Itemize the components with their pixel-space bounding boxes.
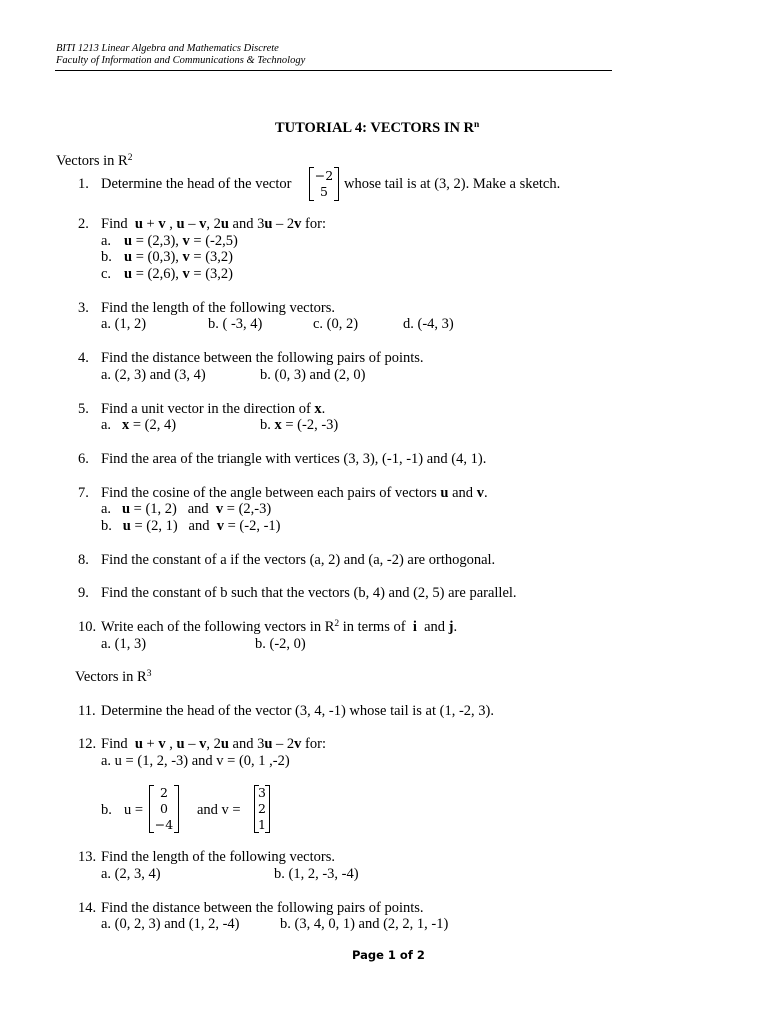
q12-b-and-v: and v = xyxy=(197,802,241,818)
page-title: TUTORIAL 4: VECTORS IN $R^n$ xyxy=(275,120,480,136)
q1-text: Determine the head of the vector xyxy=(101,176,292,192)
q12-number: 12. xyxy=(78,736,97,752)
q3-b: b. ( -3, 4) xyxy=(208,316,263,332)
q2-a-label: a. xyxy=(101,233,112,249)
q5-number: 5. xyxy=(78,401,89,417)
q2-a-text: u = (2,3), v = (-2,5) xyxy=(124,233,238,249)
q10-text: Write each of the following vectors in $R^2$ in terms of i and j. xyxy=(101,619,458,635)
matrix-entry: 2 xyxy=(258,801,266,816)
q7-a: a. u = (1, 2) and v = (2,-3) xyxy=(101,501,272,517)
q13-b: b. (1, 2, -3, -4) xyxy=(274,866,359,882)
matrix-entry: −2 xyxy=(314,168,334,183)
q6-text: Find the area of the triangle with vertices (3, 3), (-1, -1) and (4, 1). xyxy=(101,451,487,467)
q2-c-label: c. xyxy=(101,266,112,282)
q14-number: 14. xyxy=(78,900,97,916)
v-matrix xyxy=(254,785,270,833)
q5-b: b. x = (-2, -3) xyxy=(260,417,339,433)
header-divider xyxy=(55,70,612,71)
bracket-right xyxy=(265,785,270,833)
q4-text: Find the distance between the following pairs of points. xyxy=(101,350,424,366)
q8-text: Find the constant of a if the vectors (a, 2) and (a, -2) are orthogonal. xyxy=(101,552,496,568)
q12-a: a. u = (1, 2, -3) and v = (0, 1 ,-2) xyxy=(101,753,290,769)
matrix-entry: 0 xyxy=(160,801,168,816)
q1-matrix xyxy=(309,167,339,201)
q2-number: 2. xyxy=(78,216,89,232)
q4-number: 4. xyxy=(78,350,89,366)
u-matrix xyxy=(149,785,179,833)
q10-number: 10. xyxy=(78,619,97,635)
bracket-right xyxy=(174,785,179,833)
course-title: BITI 1213 Linear Algebra and Mathematics Discrete xyxy=(56,43,279,54)
q5-a: a. x = (2, 4) xyxy=(101,417,177,433)
q3-text: Find the length of the following vectors. xyxy=(101,300,335,316)
q13-a: a. (2, 3, 4) xyxy=(101,866,161,882)
matrix-entry: 1 xyxy=(258,817,266,832)
matrix-entry: 2 xyxy=(160,785,168,800)
q5-text: Find a unit vector in the direction of x. xyxy=(101,401,326,417)
q14-text: Find the distance between the following pairs of points. xyxy=(101,900,424,916)
q11-number: 11. xyxy=(78,703,96,719)
page-number: Page 1 of 2 xyxy=(352,948,425,962)
q1-number: 1. xyxy=(78,176,89,192)
matrix-entry: −4 xyxy=(154,817,174,832)
q13-number: 13. xyxy=(78,849,97,865)
q14-b: b. (3, 4, 0, 1) and (2, 2, 1, -1) xyxy=(280,916,449,932)
q8-number: 8. xyxy=(78,552,89,568)
q7-text: Find the cosine of the angle between each pairs of vectors u and v. xyxy=(101,485,488,501)
q9-text: Find the constant of b such that the vectors (b, 4) and (2, 5) are parallel. xyxy=(101,585,517,601)
q12-b-label: b. xyxy=(101,802,112,818)
q12-text: Find u + v , u – v, 2u and 3u – 2v for: xyxy=(101,736,326,752)
q3-d: d. (-4, 3) xyxy=(403,316,454,332)
q3-number: 3. xyxy=(78,300,89,316)
q12-b-u-label: u = xyxy=(124,802,144,818)
q3-a: a. (1, 2) xyxy=(101,316,147,332)
section-heading-r2: Vectors in $R^2$ xyxy=(56,153,133,169)
q7-b: b. u = (2, 1) and v = (-2, -1) xyxy=(101,518,281,534)
q11-text: Determine the head of the vector (3, 4, -1) whose tail is at (1, -2, 3). xyxy=(101,703,494,719)
q2-b-label: b. xyxy=(101,249,112,265)
q1-text-end: whose tail is at (3, 2). Make a sketch. xyxy=(344,176,561,192)
q3-c: c. (0, 2) xyxy=(313,316,359,332)
matrix-entry: 3 xyxy=(258,785,266,800)
section-heading-r3: Vectors in $R^3$ xyxy=(75,669,152,685)
q2-text: Find u + v , u – v, 2u and 3u – 2v for: xyxy=(101,216,326,232)
q13-text: Find the length of the following vectors. xyxy=(101,849,335,865)
q6-number: 6. xyxy=(78,451,89,467)
matrix-entry: 5 xyxy=(320,184,328,199)
q4-b: b. (0, 3) and (2, 0) xyxy=(260,367,366,383)
q2-c-text: u = (2,6), v = (3,2) xyxy=(124,266,234,282)
q9-number: 9. xyxy=(78,585,89,601)
q2-b-text: u = (0,3), v = (3,2) xyxy=(124,249,234,265)
q10-a: a. (1, 3) xyxy=(101,636,147,652)
q10-b: b. (-2, 0) xyxy=(255,636,306,652)
q4-a: a. (2, 3) and (3, 4) xyxy=(101,367,206,383)
q7-number: 7. xyxy=(78,485,89,501)
q14-a: a. (0, 2, 3) and (1, 2, -4) xyxy=(101,916,240,932)
faculty-name: Faculty of Information and Communications & Technology xyxy=(56,55,306,66)
bracket-right xyxy=(334,167,339,201)
